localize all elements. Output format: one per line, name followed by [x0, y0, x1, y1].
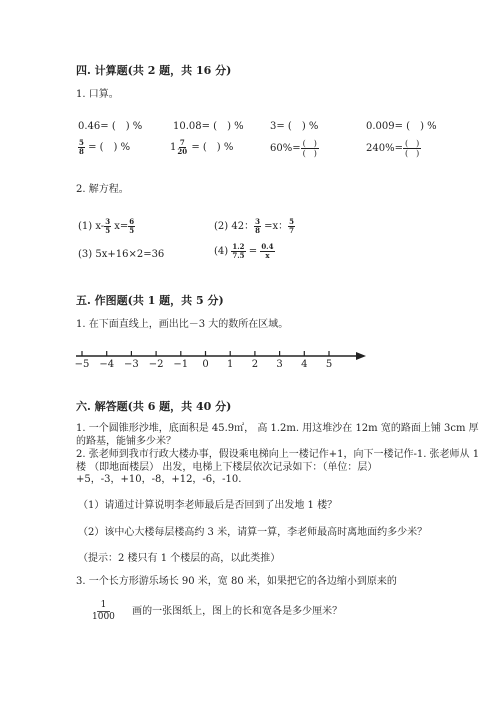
equation-1: (1) x- $\frac{3}{5}$ x= $\frac{6}{5}$	[78, 217, 135, 235]
fraction: $\frac{( )}{( )}$	[404, 139, 420, 158]
fraction: $\frac{5}{8}$	[79, 138, 84, 156]
number-line-label: 4	[301, 359, 308, 370]
number-line-label: 1	[227, 359, 234, 370]
calc-item-7: 60%= $\frac{( )}{( )}$	[270, 139, 317, 158]
drawing-question: 1. 在下面直线上，画出比－3 大的数所在区域。	[76, 319, 289, 330]
section6-title: 六. 解答题(共 6 题，共 40 分)	[76, 400, 232, 413]
answer-question-3-cont: $\frac{1}{1000}$ 画的一张图纸上，图上的长和宽各是多少厘米？	[88, 600, 342, 623]
number-line-label: −2	[148, 359, 164, 370]
answer-question-1: 1. 一个圆锥形沙堆，底面积是 45.9㎡， 高 1.2m. 用这堆沙在 12m 宽的路面上铺 3cm 厚的路基，能铺多少米？	[76, 423, 479, 447]
number-line-label: −5	[74, 359, 90, 370]
number-line-label: 3	[276, 359, 283, 370]
hint-text: （提示：2 楼只有 1 个楼层的高，以此类推）	[78, 553, 281, 564]
fraction: $\frac{3}{5}$	[105, 217, 111, 235]
calc-item-3: 3= ( ) %	[270, 121, 319, 132]
calc-item-4: 0.009= ( ) %	[366, 121, 437, 132]
equation-3: (3) 5x+16×2=36	[78, 249, 165, 260]
calc-item-2: 10.08= ( ) %	[173, 121, 244, 132]
fraction: $\frac{0.4}{x}$	[261, 242, 274, 260]
number-line-labels	[70, 359, 370, 373]
fraction: $\frac{6}{5}$	[129, 217, 135, 235]
number-line-label: 2	[251, 359, 259, 370]
fraction: $\frac{7}{20}$	[177, 138, 188, 156]
number-line-label: −1	[173, 359, 189, 370]
number-line-label: 0	[202, 359, 209, 370]
answer-question-2-sub-1: （1）请通过计算说明李老师最后是否回到了出发地 1 楼？	[78, 500, 338, 511]
calc-item-1: 0.46= ( ) %	[78, 121, 143, 132]
fraction: $\frac{1.2}{7.5}$	[232, 242, 245, 260]
fraction: $\frac{1}{1000}$	[92, 600, 115, 622]
number-line-label: −4	[99, 359, 115, 370]
section5-title: 五. 作图题(共 1 题，共 5 分)	[76, 294, 224, 307]
q2-label: 2. 解方程。	[76, 184, 129, 195]
calc-item-5: $\frac{5}{8}$ = ( ) %	[79, 138, 131, 156]
calc-item-8: 240%= $\frac{( )}{( )}$	[366, 139, 420, 158]
q1-label: 1. 口算。	[76, 89, 119, 100]
answer-question-3: 3. 一个长方形游乐场长 90 米，宽 80 米，如果把它的各边缩小到原来的	[76, 576, 397, 587]
answer-question-2: 2. 张老师到我市行政大楼办事，假设乘电梯向上一楼记作+1，向下一楼记作-1. 张老师从 1 楼 （即地面楼层） 出发，电梯上下楼层依次记录如下：（单位：层）+5，-3，+10，-8，+12，-6，-10.	[76, 449, 480, 485]
calc-item-6: 1 $\frac{7}{20}$ = ( ) %	[170, 138, 234, 156]
equation-2: (2) 42： $\frac{3}{8}$ =x： $\frac{5}{7}$	[214, 217, 295, 235]
answer-question-2-sub-2: （2）该中心大楼每层楼高约 3 米，请算一算，李老师最高时离地面约多少米？	[78, 527, 428, 538]
fraction: $\frac{3}{8}$	[255, 217, 260, 235]
equation-4: (4) $\frac{1.2}{7.5}$ = $\frac{0.4}{x}$	[214, 242, 274, 260]
number-line-label: −3	[124, 359, 139, 370]
section4-title: 四. 计算题(共 2 题，共 16 分)	[76, 64, 232, 77]
fraction: $\frac{( )}{( )}$	[302, 139, 317, 158]
fraction: $\frac{5}{7}$	[289, 217, 295, 235]
number-line-label: 5	[325, 359, 333, 370]
